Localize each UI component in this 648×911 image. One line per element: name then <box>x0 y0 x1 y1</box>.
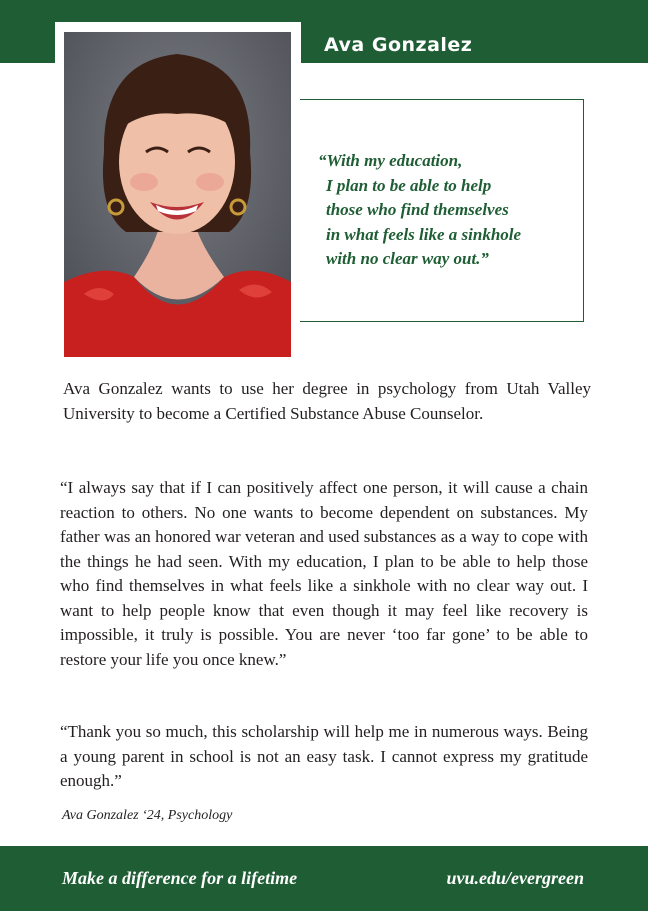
pull-quote-line: those who find themselves <box>326 200 509 220</box>
intro-paragraph: Ava Gonzalez wants to use her degree in psychology from Utah Valley University to become a Certified Substance Abuse Counselor. <box>63 379 591 423</box>
pull-quote-line: I plan to be able to help <box>326 175 492 195</box>
pull-quote <box>318 149 578 272</box>
student-name: Ava Gonzalez <box>324 34 473 56</box>
thanks-paragraph: “Thank you so much, this scholarship will help me in numerous ways. Being a young parent in school is not an easy task. I cannot express my gratitude enough.” <box>60 722 588 790</box>
signature: Ava Gonzalez ‘24, Psychology <box>62 808 233 823</box>
pull-quote-line: “With my education, <box>318 151 463 170</box>
pull-quote-line: in what feels like a sinkhole <box>326 224 522 244</box>
quote-paragraph: “I always say that if I can positively affect one person, it will cause a chain reaction to others. No one wants to become dependent on substances. My father was an honored war veteran and used substances as a way to cope with the things he had seen. With my education, I plan to be able to help those who find themselves in what feels like a sinkhole with no clear way out. I want to help people know that even though it may feel like recovery is impossible, it truly is possible. You are never ‘too far gone’ to be able to restore your life you once knew.” <box>60 478 588 669</box>
footer-website-link[interactable]: uvu.edu/evergreen <box>446 868 584 888</box>
student-photo <box>64 32 291 357</box>
footer-tagline: Make a difference for a lifetime <box>62 868 298 888</box>
pull-quote-line: with no clear way out.” <box>326 249 489 269</box>
